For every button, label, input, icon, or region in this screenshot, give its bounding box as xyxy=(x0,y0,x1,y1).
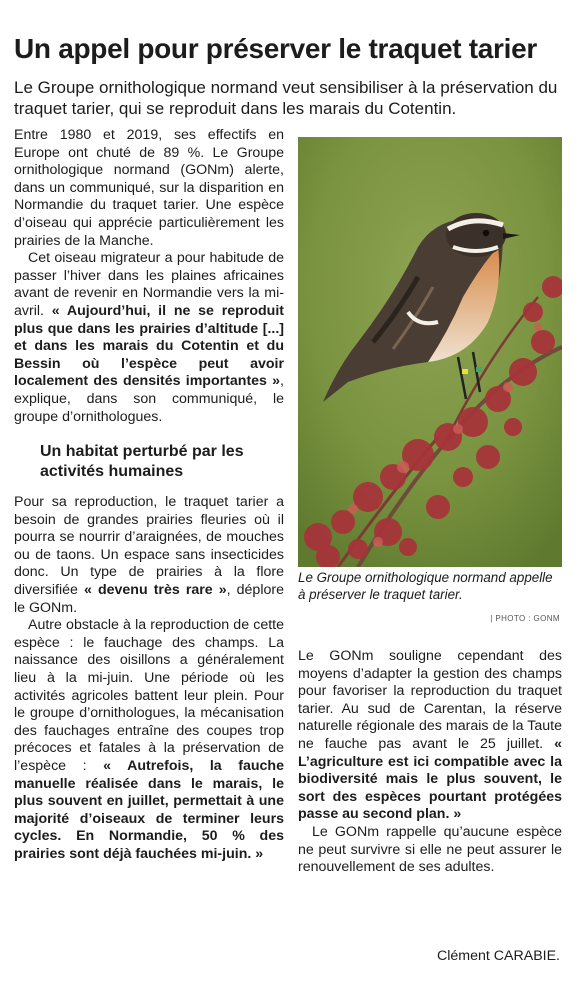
quote-fauche: « Autrefois, la fauche manuelle réalisée dans le marais, le plus souvent en juillet, permettait à une majorité d’oiseaux de terminer leurs cycles. En Normandie, 50 % des prairies sont déjà fauchées mi-juin. » xyxy=(14,758,284,862)
paragraph-2: Cet oiseau migrateur a pour habitude de passer l’hiver dans les plaines africaines avant de revenir en Normandie vers la mi-avril. « Aujourd’hui, il ne se reproduit plus que dans les prairies d’altitude [...] et dans les marais du Cotentin et du Bessin où l’espèce peut avoir localement des densités importantes », explique, dans son communiqué, le groupe d’ornithologues. xyxy=(14,250,284,425)
standfirst: Le Groupe ornithologique normand veut sensibiliser à la préservation du traquet tarier, qui se reproduit dans les marais du Cotentin. xyxy=(14,78,558,118)
paragraph-5: Le GONm rappelle qu’aucune espèce ne peut survivre si elle ne peut assurer le renouvellement de ses adultes. xyxy=(298,823,562,876)
paragraph-1: Entre 1980 et 2019, ses effectifs en Europe ont chuté de 89 %. Le Groupe ornithologique normand (GONm) alerte, dans un communiqué, sur la disparition en Normandie du traquet tarier. Une espèce d’oiseau qui apprécie particulièrement les prairies de la Manche. xyxy=(14,127,284,249)
paragraph-4: Autre obstacle à la reproduction de cette espèce : le fauchage des champs. La naissance des oisillons a généralement lieu à la mi-juin. Une période où les activités agricoles battent leur plein. Pour le groupe d’ornithologues, la mécanisation des fauchages entraîne des coupes trop précoces et fatales à la préservation de l’espèce : « Autrefois, la fauche manuelle réalisée dans le marais, le plus souvent en juillet, permettait à une majorité d’oiseaux de terminer leurs cycles. En Normandie, 50 % des prairies sont déjà fauchées mi-juin. » xyxy=(14,617,284,862)
article-column-right xyxy=(298,648,562,877)
headline: Un appel pour préserver le traquet tarier xyxy=(14,33,537,64)
subheading: Un habitat perturbé par les activités humaines xyxy=(40,443,244,480)
paragraph-3: Pour sa reproduction, le traquet tarier a besoin de grandes prairies fleuries où il pourra se nourrir d’araignées, de mouches ou de taons. Un espace sans insecticides donc. Un type de prairies à la flore diversifiée « devenu très rare », déplore le GONm. xyxy=(14,494,284,616)
quote-rare: « devenu très rare » xyxy=(83,582,227,599)
quote-agriculture: « L’agriculture est ici compatible avec la biodiversité mais le plus souvent, le sort des espèces pourtant protégées passe au second plan. » xyxy=(298,735,562,823)
article-column-left xyxy=(14,127,284,864)
bird-illustration xyxy=(298,137,562,567)
photo-caption: Le Groupe ornithologique normand appelle à préserver le traquet tarier. xyxy=(298,570,553,602)
quote-altitude: « Aujourd’hui, il ne se reproduit plus que dans les prairies d’altitude [...] et dans les marais du Cotentin et du Bessin où l’espèce peut avoir localement des densités importantes » xyxy=(14,302,284,390)
author-signature: Clément CARABIE. xyxy=(437,948,560,964)
paragraph-4-continued: Le GONm souligne cependant des moyens d’adapter la gestion des champs pour favoriser la reproduction du traquet tarier. Au sud de Carentan, la réserve naturelle régionale des marais de la Taute ne fauche pas avant le 25 juillet. « L’agriculture est ici compatible avec la biodiversité mais le plus souvent, le sort des espèces pourtant protégées passe au second plan. » xyxy=(298,648,562,823)
bird-photo xyxy=(298,137,562,567)
photo-credit: | PHOTO : GONM xyxy=(490,614,560,623)
